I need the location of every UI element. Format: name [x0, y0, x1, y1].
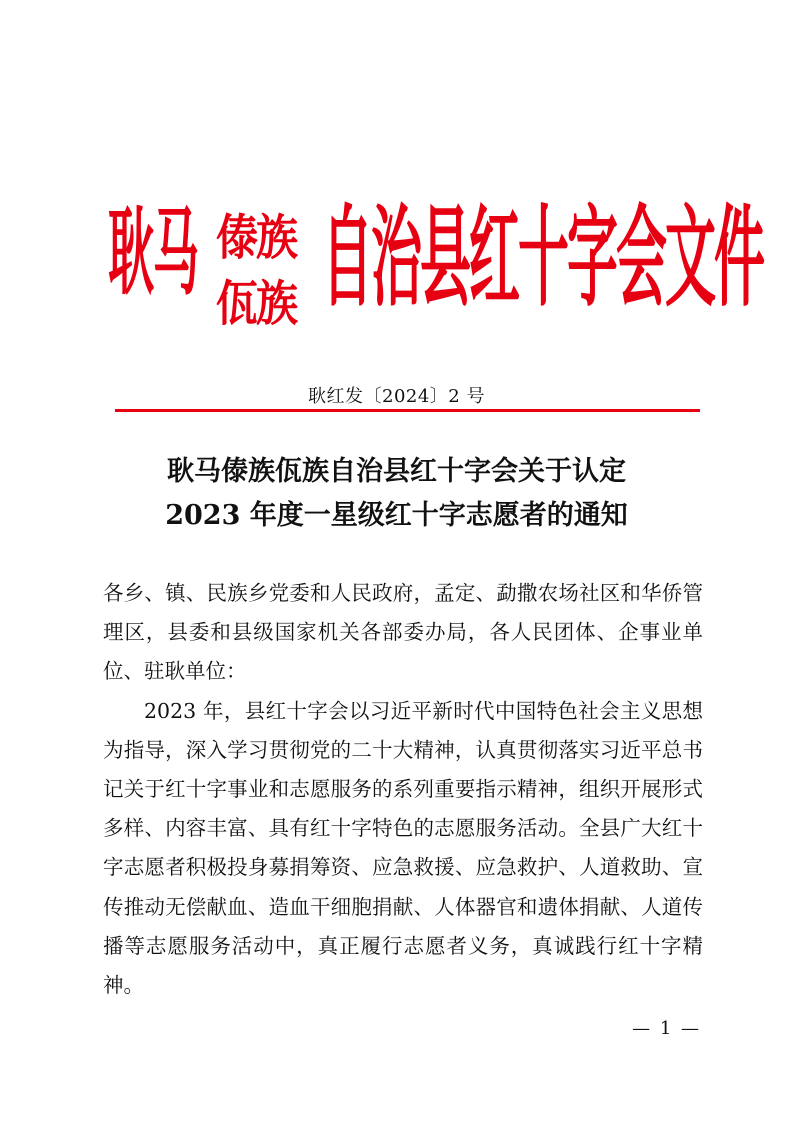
- title-line-1: 耿马傣族佤族自治县红十字会关于认定: [167, 456, 626, 487]
- masthead-left-text: 耿马: [108, 196, 198, 308]
- salutation-paragraph: 各乡、镇、民族乡党委和人民政府，孟定、勐撒农场社区和华侨管理区，县委和县级国家机关各部委办局，各人民团体、企事业单位、驻耿单位：: [103, 581, 703, 684]
- document-title: [0, 450, 793, 538]
- document-masthead: [108, 196, 764, 335]
- document-body: [103, 574, 703, 1005]
- masthead-stacked-text: [216, 209, 302, 332]
- body-paragraph-1: 2023 年，县红十字会以习近平新时代中国特色社会主义思想为指导，深入学习贯彻党的二十大精神，认真贯彻落实习近平总书记关于红十字事业和志愿服务的系列重要指示精神，组织开展形式多样、内容丰富、具有红十字特色的志愿服务活动。全县广大红十字志愿者积极投身募捐筹资、应急救援、应急救护、人道救助、宣传推动无偿献血、造血干细胞捐献、人体器官和遗体捐献、人道传播等志愿服务活动中，真正履行志愿者义务，真诚践行红十字精神。: [103, 698, 703, 998]
- masthead-stack-top: 傣族: [216, 209, 297, 266]
- masthead-right-text: 自治县红十字会文件: [322, 196, 764, 324]
- page-number: — 1 —: [632, 1018, 701, 1039]
- document-number: 耿红发〔2024〕2 号: [308, 386, 485, 407]
- masthead-stack-bottom: 佤族: [216, 275, 297, 332]
- title-line-2: 2023 年度一星级红十字志愿者的通知: [165, 500, 628, 531]
- red-divider-line: [115, 409, 700, 412]
